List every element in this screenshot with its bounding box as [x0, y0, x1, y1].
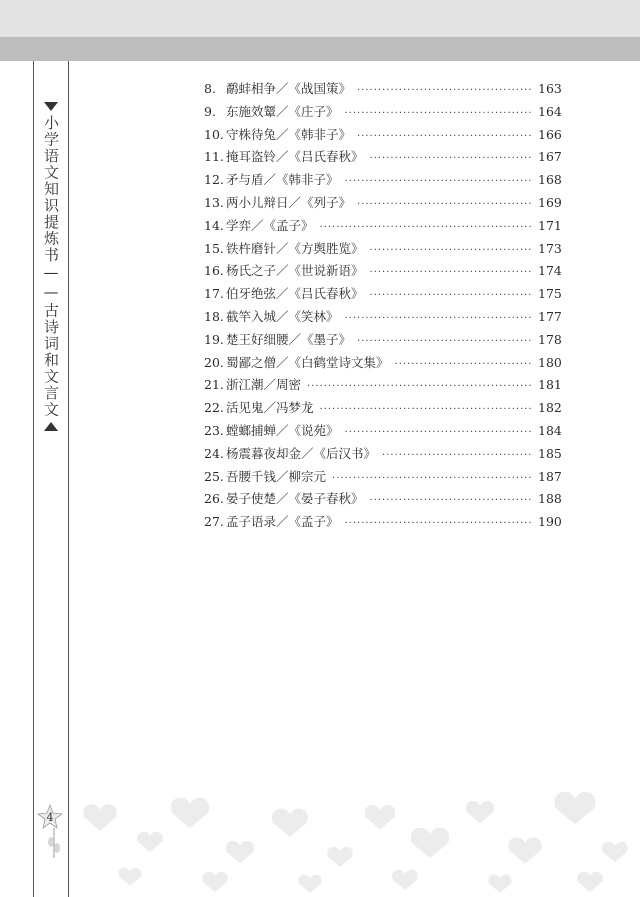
header-band-dark — [0, 37, 640, 61]
toc-entry-number: 24. — [204, 445, 224, 461]
toc-entry-number: 25. — [204, 468, 224, 484]
toc-entry[interactable] — [204, 489, 560, 512]
toc-entry-title: 活见鬼／冯梦龙 — [226, 400, 314, 416]
toc-entry-title: 杨氏之子／《世说新语》 — [226, 263, 364, 279]
toc-entry-title: 蜀鄙之僧／《白鹤堂诗文集》 — [226, 354, 389, 370]
page-number-badge — [36, 803, 64, 831]
toc-entry-number: 27. — [204, 514, 224, 530]
toc-entry[interactable] — [204, 444, 560, 467]
toc-entry[interactable] — [204, 375, 560, 398]
toc-dot-leader — [320, 404, 532, 415]
toc-entry-page: 164 — [538, 103, 562, 119]
toc-entry-title: 东施效颦／《庄子》 — [226, 103, 339, 119]
bracket-top-icon — [44, 102, 58, 111]
toc-entry-number: 22. — [204, 400, 224, 416]
toc-dot-leader — [370, 267, 532, 278]
toc-entry-title: 鹬蚌相争／《战国策》 — [226, 81, 352, 96]
toc-entry[interactable] — [204, 398, 560, 421]
toc-dot-leader — [370, 153, 532, 164]
toc-dot-leader — [357, 131, 532, 142]
toc-entry[interactable] — [204, 307, 560, 330]
book-title: 小学语文知识提炼书——古诗词和文言文 — [42, 115, 60, 418]
toc-entry-page: 168 — [538, 172, 562, 188]
toc-entry-title: 螳螂捕蝉／《说苑》 — [226, 422, 339, 438]
toc-entry-number: 13. — [204, 194, 224, 210]
toc-entry[interactable] — [204, 102, 560, 125]
toc-entry-title: 伯牙绝弦／《吕氏春秋》 — [226, 286, 364, 302]
toc-entry[interactable] — [204, 79, 560, 102]
toc-entry-page: 178 — [538, 331, 562, 347]
toc-entry-number: 16. — [204, 263, 224, 279]
table-of-contents — [204, 79, 560, 535]
toc-entry-page: 182 — [538, 400, 562, 416]
toc-entry[interactable] — [204, 512, 560, 535]
toc-dot-leader — [345, 176, 532, 187]
toc-entry-title: 晏子使楚／《晏子春秋》 — [226, 491, 364, 507]
toc-dot-leader — [307, 381, 532, 392]
toc-entry-title: 杨震暮夜却金／《后汉书》 — [226, 445, 377, 461]
toc-dot-leader — [382, 450, 532, 461]
toc-entry-page: 188 — [538, 491, 562, 507]
toc-entry-title: 铁杵磨针／《方舆胜览》 — [226, 240, 364, 256]
toc-entry-title: 矛与盾／《韩非子》 — [226, 172, 339, 188]
toc-entry-page: 181 — [538, 377, 562, 393]
toc-entry-title: 吾腰千钱／柳宗元 — [226, 468, 327, 484]
toc-dot-leader — [345, 108, 532, 119]
toc-entry-number: 20. — [204, 354, 224, 370]
toc-entry-page: 184 — [538, 422, 562, 438]
toc-entry[interactable] — [204, 125, 560, 148]
toc-dot-leader — [357, 85, 532, 96]
toc-entry-title: 学弈／《孟子》 — [226, 217, 314, 233]
toc-entry[interactable] — [204, 216, 560, 239]
header-band — [0, 0, 640, 37]
margin-rule-right — [68, 61, 69, 897]
toc-entry-number: 18. — [204, 308, 224, 324]
toc-entry-number: 14. — [204, 217, 224, 233]
toc-entry-page: 166 — [538, 126, 562, 142]
toc-entry-number: 15. — [204, 240, 224, 256]
toc-dot-leader — [357, 336, 532, 347]
toc-entry-number: 23. — [204, 422, 224, 438]
toc-entry-number: 8. — [204, 81, 216, 96]
toc-entry-title: 截竿入城／《笑林》 — [226, 308, 339, 324]
toc-entry[interactable] — [204, 284, 560, 307]
toc-entry[interactable] — [204, 147, 560, 170]
toc-entry-page: 180 — [538, 354, 562, 370]
toc-entry[interactable] — [204, 330, 560, 353]
toc-entry-number: 19. — [204, 331, 224, 347]
toc-entry-page: 190 — [538, 514, 562, 530]
toc-entry-number: 21. — [204, 377, 224, 393]
toc-entry-page: 175 — [538, 286, 562, 302]
book-title-vertical — [37, 102, 65, 431]
toc-dot-leader — [357, 199, 532, 210]
toc-dot-leader — [345, 313, 532, 324]
toc-dot-leader — [332, 473, 532, 484]
toc-dot-leader — [345, 518, 532, 529]
toc-entry-page: 187 — [538, 468, 562, 484]
toc-entry[interactable] — [204, 170, 560, 193]
toc-entry-number: 10. — [204, 126, 224, 142]
toc-entry-page: 171 — [538, 217, 562, 233]
heart-pattern-decoration — [70, 770, 640, 897]
toc-dot-leader — [395, 359, 532, 370]
toc-entry-title: 孟子语录／《孟子》 — [226, 514, 339, 530]
toc-entry-number: 11. — [204, 149, 224, 165]
toc-dot-leader — [345, 427, 532, 438]
toc-entry-title: 浙江潮／周密 — [226, 377, 302, 393]
page-number: 4 — [46, 810, 54, 824]
toc-entry-title: 掩耳盗铃／《吕氏春秋》 — [226, 149, 364, 165]
stem-icon — [48, 828, 60, 858]
toc-entry-page: 174 — [538, 263, 562, 279]
toc-entry[interactable] — [204, 193, 560, 216]
margin-rule-left — [33, 61, 34, 897]
toc-entry-number: 12. — [204, 172, 224, 188]
toc-dot-leader — [370, 245, 532, 256]
toc-entry[interactable] — [204, 421, 560, 444]
toc-entry-number: 26. — [204, 491, 224, 507]
toc-entry-page: 169 — [538, 194, 562, 210]
toc-entry-page: 173 — [538, 240, 562, 256]
toc-dot-leader — [370, 290, 532, 301]
toc-dot-leader — [370, 495, 532, 506]
toc-dot-leader — [320, 222, 532, 233]
toc-entry[interactable] — [204, 239, 560, 262]
toc-entry[interactable] — [204, 261, 560, 284]
toc-entry-title: 守株待兔／《韩非子》 — [226, 126, 352, 142]
toc-entry-page: 163 — [538, 81, 562, 96]
toc-entry-page: 167 — [538, 149, 562, 165]
toc-entry-title: 两小儿辩日／《列子》 — [226, 194, 352, 210]
toc-entry-number: 17. — [204, 286, 224, 302]
toc-entry-number: 9. — [204, 103, 216, 119]
toc-entry-title: 楚王好细腰／《墨子》 — [226, 331, 352, 347]
bracket-bottom-icon — [44, 422, 58, 431]
toc-entry-page: 177 — [538, 308, 562, 324]
toc-entry[interactable] — [204, 353, 560, 376]
toc-entry[interactable] — [204, 467, 560, 490]
toc-entry-page: 185 — [538, 445, 562, 461]
